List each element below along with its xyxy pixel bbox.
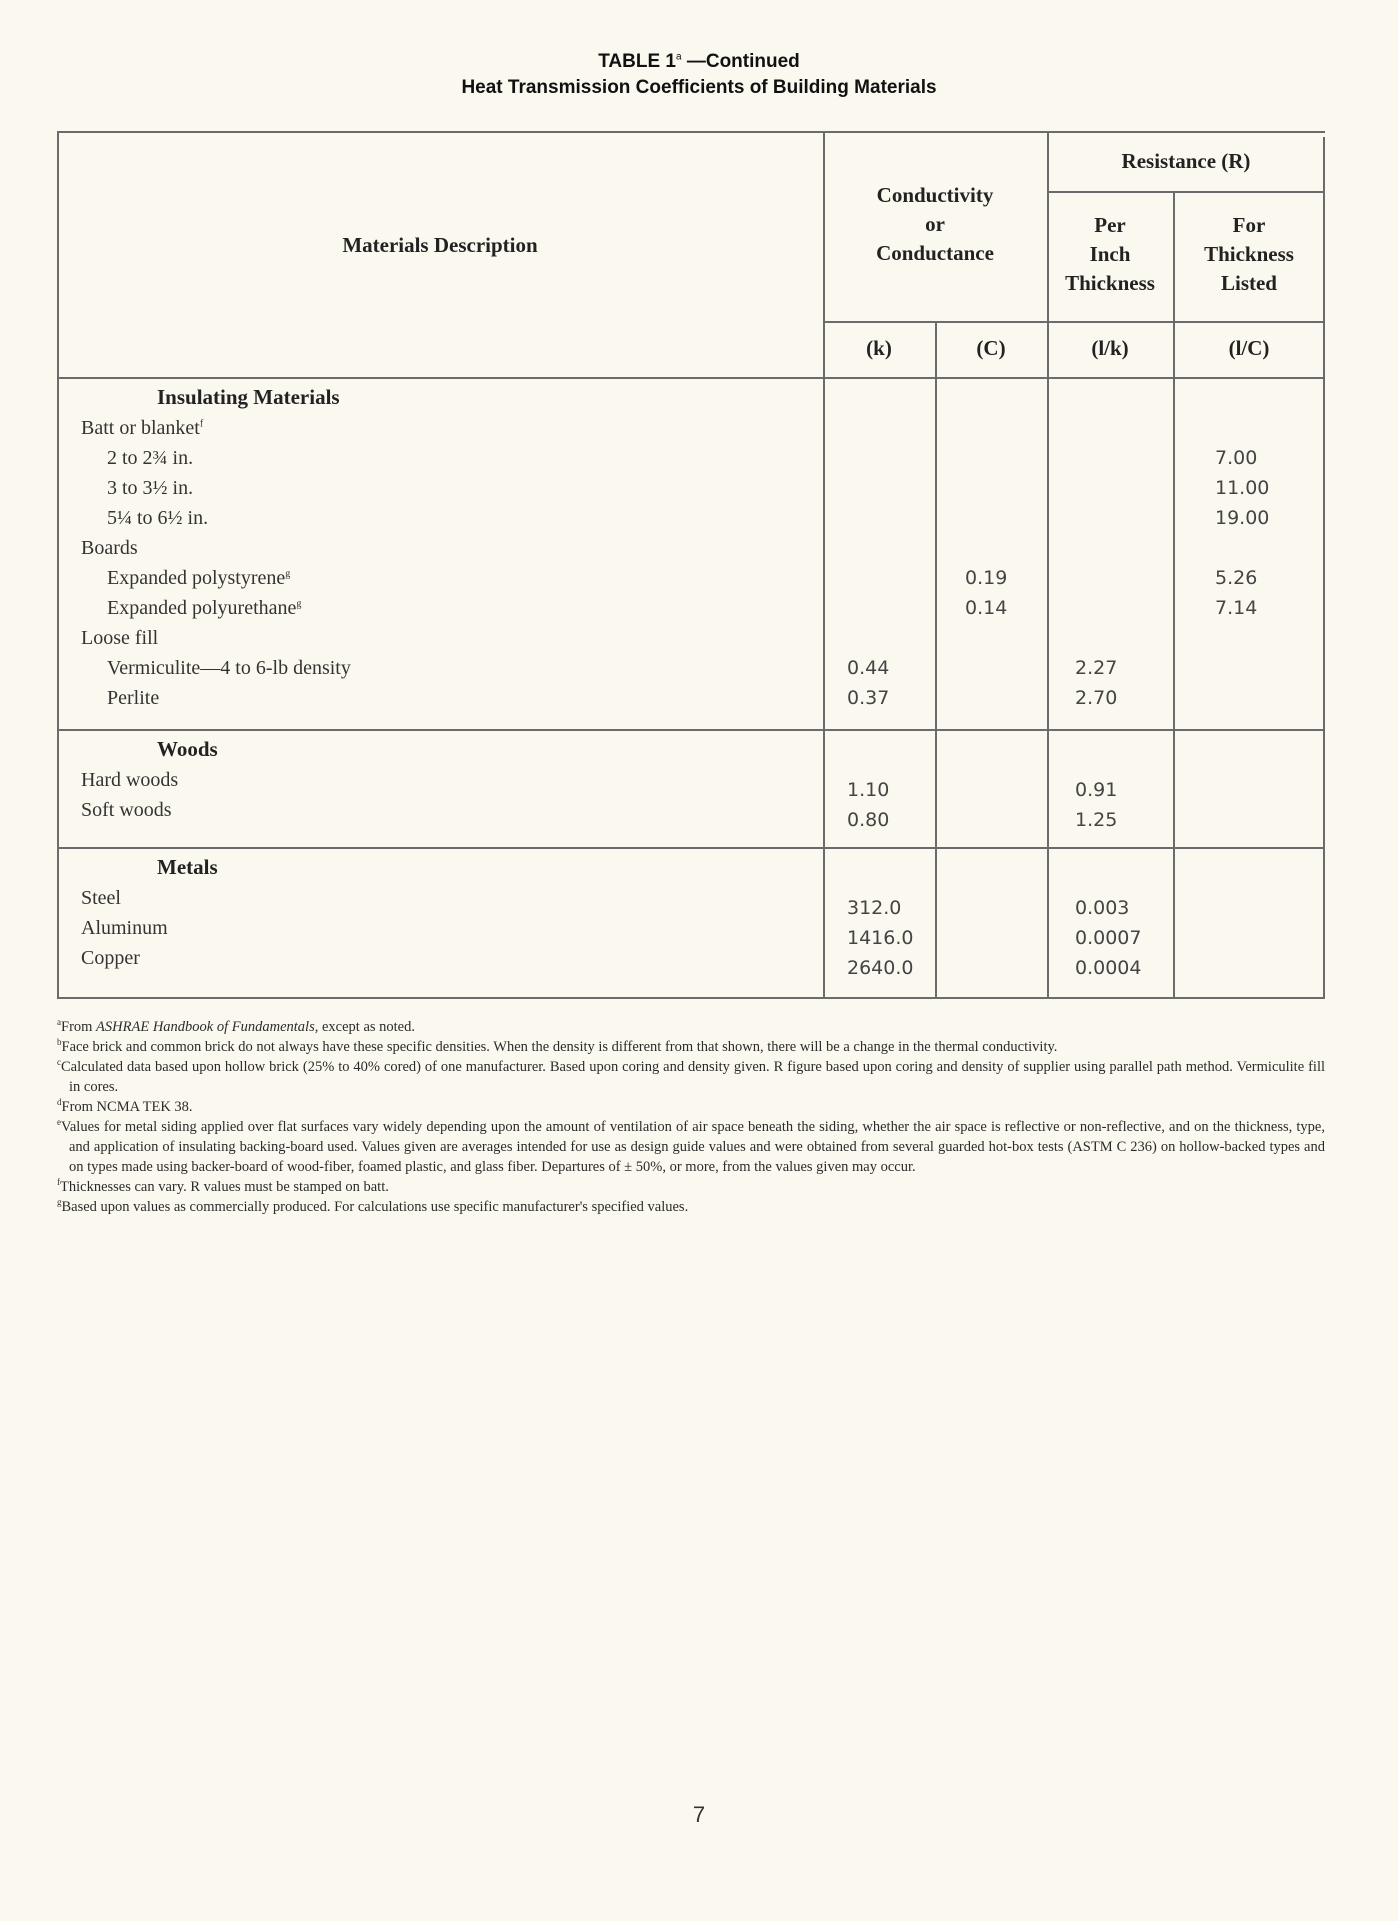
- table-border-bottom: [57, 997, 1325, 999]
- footnote-text: Values for metal siding applied over flat surfaces vary widely depending upon the amount of ventilation of air space beneath the siding, whether the air space is reflective or non-reflective, and on the thickness, type, and application of insulating backing-board used. Values given are averages intended for use as design guide values and were obtained from several guarded hot-box tests (ASTM C 236) on hollow-backed types and on types made using backer-board of wood-fiber, foamed plastic, and glass fiber. Departures of ± 50%, or more, from the values given may occur.: [61, 1119, 1325, 1175]
- footnote-text: Calculated data based upon hollow brick (25% to 40% cored) of one manufacturer. Based upon coring and density given. R figure based upon coring and density of supplier using parallel path method. Vermiculite fill in cores.: [61, 1059, 1325, 1095]
- material-name: 2 to 2¾ in.: [107, 447, 194, 469]
- table-continued: —Continued: [681, 51, 800, 72]
- footnote-g: [57, 1197, 1325, 1217]
- material-label: [107, 443, 193, 473]
- header-conductivity-line1: Conductivity: [876, 183, 994, 207]
- heat-transmission-table: [57, 131, 1325, 997]
- value-rc: 11.00: [1215, 477, 1270, 499]
- value-rk: 2.70: [1075, 687, 1118, 709]
- material-label: [81, 883, 121, 913]
- header-k-symbol: (k): [866, 336, 892, 360]
- table-title-line1: [0, 50, 1398, 74]
- value-rc: 7.14: [1215, 597, 1258, 619]
- header-for-thickness-line2: Thickness: [1204, 242, 1294, 266]
- value-k: 0.37: [847, 687, 890, 709]
- section-title: Woods: [157, 737, 218, 761]
- value-k: 2640.0: [847, 957, 914, 979]
- resistance-subheader-line: [1047, 191, 1325, 193]
- material-label: [81, 795, 172, 825]
- table-border-top: [57, 131, 1325, 133]
- material-name: Expanded polyurethane: [107, 597, 297, 619]
- footnote-letter: d: [57, 1097, 62, 1108]
- material-name: Hard woods: [81, 769, 179, 791]
- section-title: Insulating Materials: [157, 385, 340, 409]
- footnote-source-title: ASHRAE Handbook of Fundamentals: [96, 1019, 315, 1035]
- material-name: Batt or blanket: [81, 417, 200, 439]
- header-bottom-line: [57, 377, 1325, 379]
- value-c: 0.14: [965, 597, 1008, 619]
- footnote-letter: a: [57, 1017, 61, 1028]
- value-rk: 0.91: [1075, 779, 1118, 801]
- page-number: 7: [692, 1802, 706, 1827]
- col-divider-c: [935, 321, 937, 999]
- value-k: 312.0: [847, 897, 902, 919]
- footnote-text: From NCMA TEK 38.: [61, 1099, 193, 1115]
- header-per-inch-line2: Inch: [1089, 242, 1131, 266]
- header-conductivity-line3: Conductance: [876, 241, 994, 265]
- value-rk: 2.27: [1075, 657, 1118, 679]
- table-border-left: [57, 131, 59, 999]
- material-label: [81, 943, 140, 973]
- value-k: 1416.0: [847, 927, 914, 949]
- header-materials-description: Materials Description: [342, 233, 538, 257]
- header-per-inch-line1: Per: [1094, 213, 1126, 237]
- material-name: Soft woods: [81, 799, 172, 821]
- material-label: [107, 503, 208, 533]
- header-for-thickness-line1: For: [1232, 213, 1266, 237]
- header-per-inch: [1047, 211, 1173, 298]
- value-rk: 0.0004: [1075, 957, 1142, 979]
- material-name: 5¼ to 6½ in.: [107, 507, 209, 529]
- footnotes: [57, 1017, 1325, 1217]
- footnote-letter: c: [57, 1057, 61, 1068]
- footnote-mark: g: [285, 568, 291, 580]
- material-name: Copper: [81, 947, 140, 969]
- value-c: 0.19: [965, 567, 1008, 589]
- units-row-line: [823, 321, 1325, 323]
- section-title: Metals: [157, 855, 218, 879]
- material-name: 3 to 3½ in.: [107, 477, 194, 499]
- value-k: 0.80: [847, 809, 890, 831]
- footnote-text: From: [61, 1019, 97, 1035]
- header-c-symbol: (C): [976, 336, 1006, 360]
- material-name: Boards: [81, 537, 138, 559]
- value-rc: 19.00: [1215, 507, 1270, 529]
- footnote-b: [57, 1037, 1325, 1057]
- header-rc-symbol: (l/C): [1228, 336, 1270, 360]
- table-title: [0, 50, 1398, 100]
- header-for-thickness: [1173, 211, 1325, 298]
- title-footnote-mark: a: [676, 51, 682, 63]
- footnote-text: Face brick and common brick do not always have these specific densities. When the density is different from that shown, there will be a change in the thermal conductivity.: [61, 1039, 1058, 1055]
- value-rk: 0.003: [1075, 897, 1130, 919]
- material-label: [81, 913, 168, 943]
- footnote-letter: f: [57, 1177, 60, 1188]
- material-label: [107, 473, 193, 503]
- header-for-thickness-line3: Listed: [1220, 271, 1277, 295]
- col-divider-rc: [1173, 191, 1175, 999]
- material-name: Loose fill: [81, 627, 159, 649]
- material-label: [107, 653, 351, 683]
- material-label: [81, 533, 138, 563]
- header-per-inch-line3: Thickness: [1065, 271, 1155, 295]
- section-divider-woods: [57, 729, 1325, 731]
- material-label: [81, 765, 178, 795]
- material-name: Aluminum: [81, 917, 168, 939]
- value-rk: 0.0007: [1075, 927, 1142, 949]
- material-label: [81, 413, 203, 443]
- footnote-letter: e: [57, 1117, 61, 1128]
- footnote-a: [57, 1017, 1325, 1037]
- material-name: Perlite: [107, 687, 160, 709]
- header-conductivity-line2: or: [925, 212, 945, 236]
- footnote-d: [57, 1097, 1325, 1117]
- table-number: TABLE 1: [598, 51, 676, 72]
- section-divider-metals: [57, 847, 1325, 849]
- footnote-text-end: , except as noted.: [314, 1019, 415, 1035]
- value-rc: 7.00: [1215, 447, 1258, 469]
- footnote-text: Thicknesses can vary. R values must be stamped on batt.: [60, 1179, 389, 1195]
- material-label: [107, 683, 159, 713]
- material-name: Expanded polystyrene: [107, 567, 286, 589]
- header-rk-symbol: (l/k): [1091, 336, 1129, 360]
- header-conductivity: [823, 181, 1047, 268]
- value-k: 0.44: [847, 657, 890, 679]
- header-resistance: Resistance (R): [1121, 149, 1251, 173]
- footnote-letter: b: [57, 1037, 62, 1048]
- material-label: [107, 563, 290, 593]
- footnote-e: [57, 1117, 1325, 1177]
- material-label: [81, 623, 158, 653]
- value-rc: 5.26: [1215, 567, 1258, 589]
- material-label: [107, 593, 301, 623]
- footnote-letter: g: [57, 1197, 62, 1208]
- footnote-mark: g: [296, 598, 302, 610]
- material-name: Vermiculite—4 to 6-lb density: [107, 657, 351, 679]
- footnote-mark: f: [199, 418, 204, 430]
- footnote-text: Based upon values as commercially produced. For calculations use specific manufacturer's specified values.: [61, 1199, 689, 1215]
- value-rk: 1.25: [1075, 809, 1118, 831]
- footnote-f: [57, 1177, 1325, 1197]
- footnote-c: [57, 1057, 1325, 1097]
- value-k: 1.10: [847, 779, 890, 801]
- material-name: Steel: [81, 887, 121, 909]
- table-subtitle: Heat Transmission Coefficients of Building Materials: [461, 77, 937, 98]
